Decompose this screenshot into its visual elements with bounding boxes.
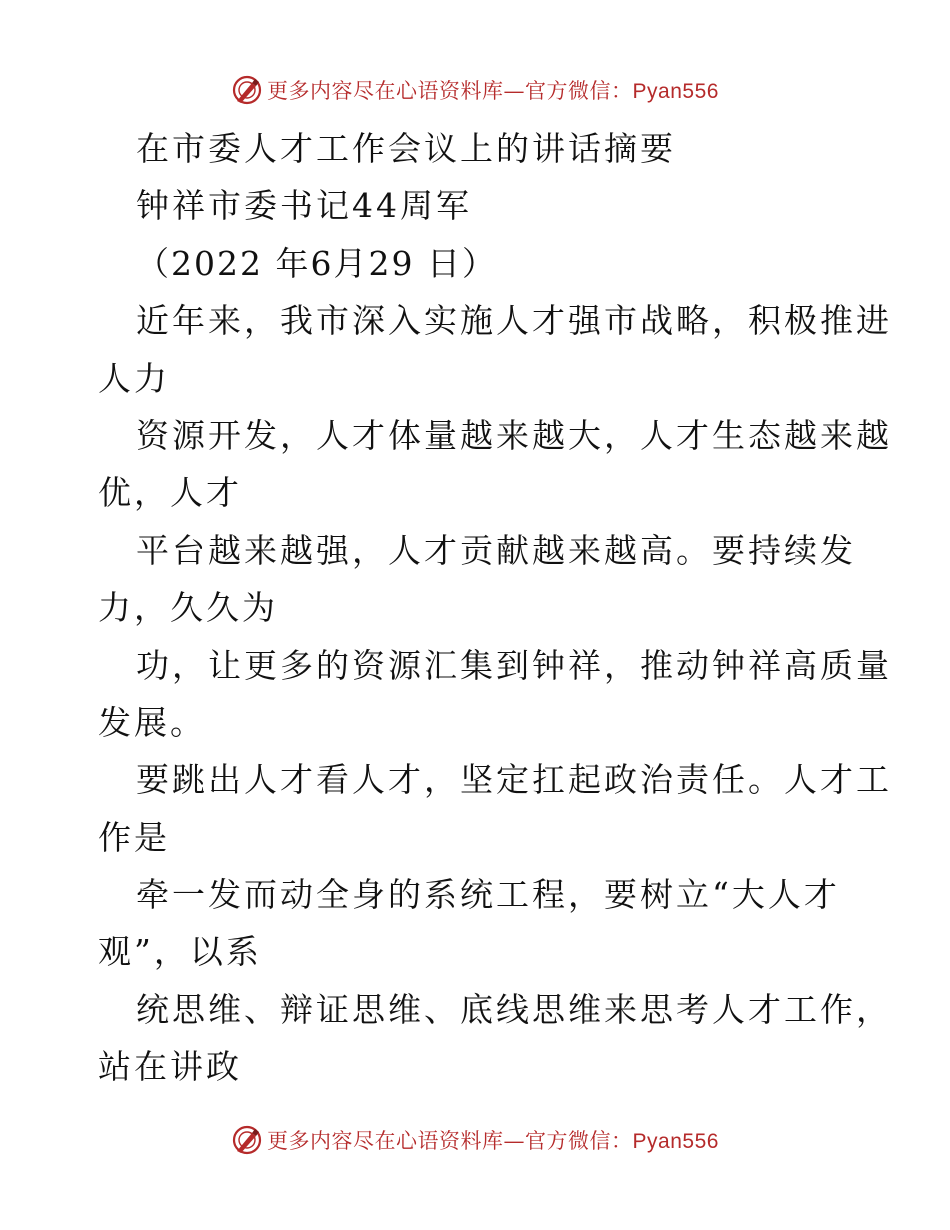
text-line: 牵一发而动全身的系统工程，要树立“大人才	[136, 875, 840, 915]
text-line: 人力	[98, 358, 170, 398]
text-line: 平台越来越强，人才贡献越来越高。要持续发	[136, 530, 856, 570]
text-line: 站在讲政	[98, 1047, 242, 1087]
text-line: 资源开发，人才体量越来越大，人才生态越来越	[136, 415, 892, 455]
watermark-text: 更多内容尽在心语资料库—官方微信：Pyan556	[267, 1129, 719, 1153]
pen-logo-icon	[231, 1124, 263, 1156]
wechat-id: Pyan556	[632, 1130, 719, 1153]
pen-logo-icon	[231, 74, 263, 106]
watermark-text: 更多内容尽在心语资料库—官方微信：Pyan556	[267, 79, 719, 103]
text-line: 发展。	[98, 702, 206, 742]
document-body	[98, 120, 892, 1096]
footer-watermark	[0, 1120, 950, 1160]
document-date: （2022 年6月29 日）	[136, 243, 497, 283]
text-line: 作是	[98, 817, 170, 857]
text-line: 近年来，我市深入实施人才强市战略，积极推进	[136, 301, 892, 341]
document-author: 钟祥市委书记44周军	[136, 186, 472, 226]
text-line: 统思维、辩证思维、底线思维来思考人才工作，	[136, 989, 892, 1029]
text-line: 要跳出人才看人才，坚定扛起政治责任。人才工	[136, 760, 892, 800]
document-title: 在市委人才工作会议上的讲话摘要	[136, 129, 676, 168]
wechat-id: Pyan556	[632, 80, 719, 103]
text-line: 功，让更多的资源汇集到钟祥，推动钟祥高质量	[136, 645, 892, 685]
text-line: 力，久久为	[98, 588, 278, 628]
header-watermark	[0, 70, 950, 110]
text-line: 优，人才	[98, 473, 242, 513]
text-line: 观”，以系	[98, 932, 262, 972]
